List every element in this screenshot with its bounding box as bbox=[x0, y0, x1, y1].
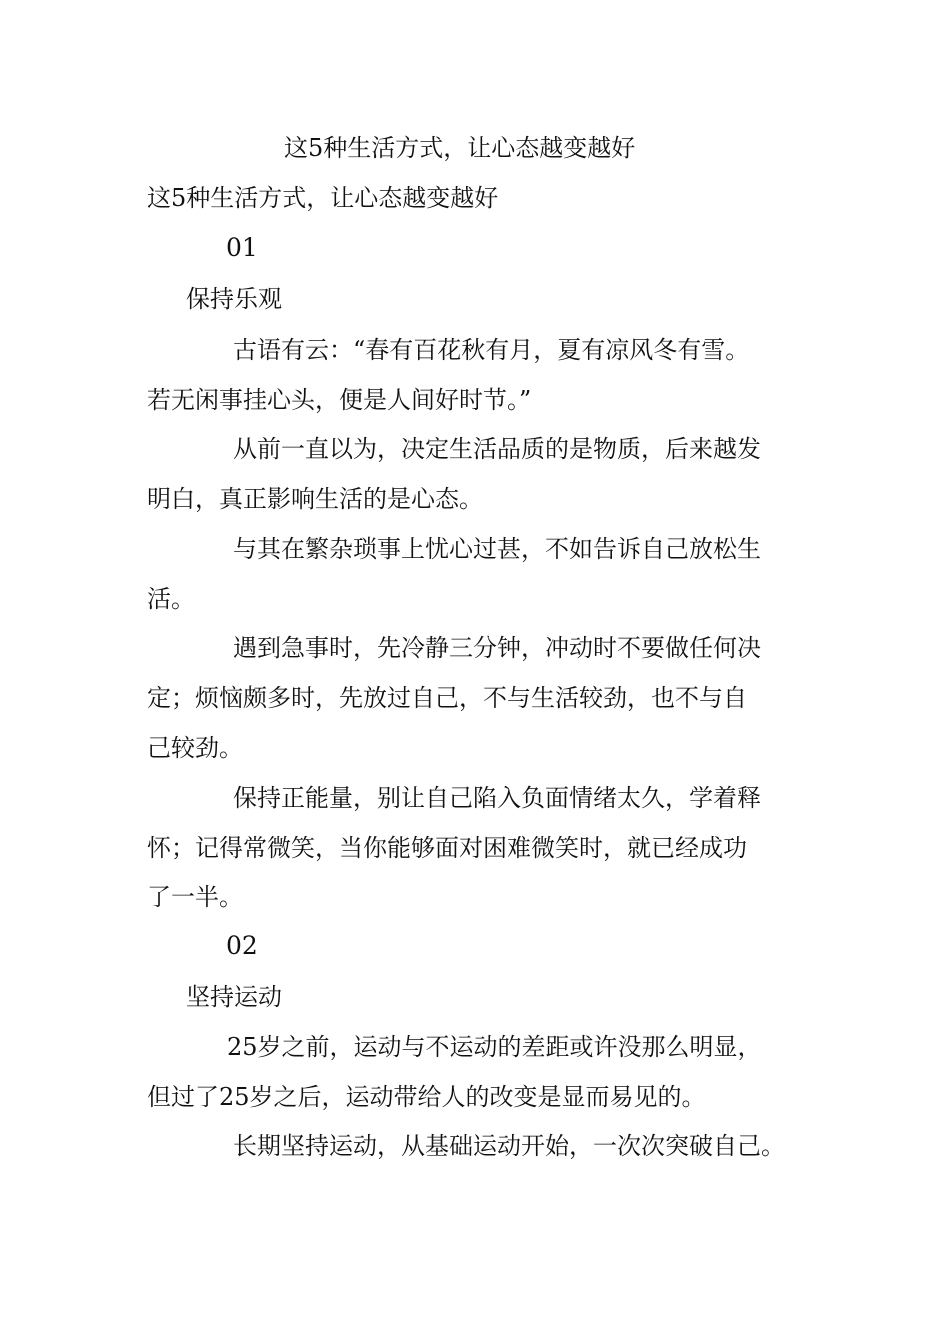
paragraph-line: 活。 bbox=[147, 585, 195, 613]
paragraph-line: 长期坚持运动，从基础运动开始，一次次突破自己。 bbox=[233, 1132, 785, 1160]
paragraph-line: 了一半。 bbox=[147, 883, 243, 911]
paragraph-line: 遇到急事时，先冷静三分钟，冲动时不要做任何决 bbox=[233, 634, 761, 662]
paragraph-line: 与其在繁杂琐事上忧心过甚，不如告诉自己放松生 bbox=[233, 535, 761, 563]
section-heading: 保持乐观 bbox=[186, 285, 282, 313]
paragraph-line: 明白，真正影响生活的是心态。 bbox=[147, 485, 483, 513]
paragraph-line: 但过了25岁之后，运动带给人的改变是显而易见的。 bbox=[147, 1083, 706, 1111]
paragraph-line: 古语有云：“春有百花秋有月，夏有凉风冬有雪。 bbox=[233, 336, 750, 364]
paragraph-line: 己较劲。 bbox=[147, 734, 243, 762]
paragraph-line: 从前一直以为，决定生活品质的是物质，后来越发 bbox=[233, 435, 761, 463]
section-number: 02 bbox=[226, 931, 258, 960]
paragraph-line: 怀；记得常微笑，当你能够面对困难微笑时，就已经成功 bbox=[147, 834, 747, 862]
paragraph-line: 保持正能量，别让自己陷入负面情绪太久，学着释 bbox=[233, 784, 761, 812]
section-heading: 坚持运动 bbox=[186, 983, 282, 1011]
paragraph-line: 25岁之前，运动与不运动的差距或许没那么明显， bbox=[227, 1033, 762, 1061]
document-subtitle: 这5种生活方式，让心态越变越好 bbox=[147, 184, 499, 212]
paragraph-line: 若无闲事挂心头，便是人间好时节。” bbox=[147, 386, 532, 414]
section-number: 01 bbox=[226, 233, 258, 262]
document-title: 这5种生活方式，让心态越变越好 bbox=[284, 134, 636, 162]
paragraph-line: 定；烦恼颇多时，先放过自己，不与生活较劲，也不与自 bbox=[147, 684, 747, 712]
